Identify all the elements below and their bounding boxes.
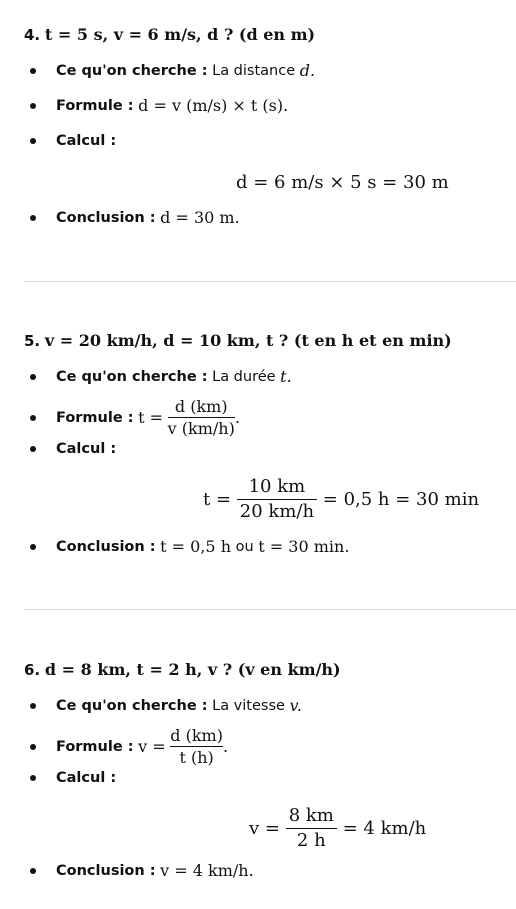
seek-variable: t. xyxy=(280,367,292,386)
seek-text: La distance xyxy=(212,62,296,79)
formula-lhs: v = xyxy=(138,737,166,756)
conclusion-or: ou xyxy=(235,538,254,555)
display-fraction xyxy=(237,477,317,522)
bullet-icon xyxy=(30,374,36,380)
bullet-icon xyxy=(30,775,36,781)
list-item-seek xyxy=(30,367,292,386)
list-item-seek xyxy=(30,61,315,80)
bullet-icon xyxy=(30,68,36,74)
calc-label: Calcul : xyxy=(56,770,117,786)
bullet-icon xyxy=(30,103,36,109)
section-divider xyxy=(24,281,516,282)
section-5-heading xyxy=(24,331,452,350)
formula-lhs: t = xyxy=(138,408,164,427)
list-item-formula xyxy=(30,726,228,767)
list-item-calc xyxy=(30,133,116,149)
bullet-icon xyxy=(30,868,36,874)
formula-math: d = v (m/s) × t (s). xyxy=(138,96,289,115)
section-number: 4. xyxy=(24,26,41,44)
conclusion-math-b: t = 30 min. xyxy=(258,537,350,556)
conclusion-math: v = 4 km/h. xyxy=(160,861,254,880)
conclusion-label: Conclusion : xyxy=(56,209,156,226)
display-equation: d = 6 m/s × 5 s = 30 m xyxy=(236,172,449,193)
fraction-bar xyxy=(170,746,223,747)
section-heading-math: v = 20 km/h, d = 10 km, t ? (t en h et en min) xyxy=(44,331,452,350)
list-item-conclusion xyxy=(30,208,240,227)
formula-label: Formule : xyxy=(56,738,134,755)
fraction-numerator: 8 km xyxy=(288,805,334,826)
conclusion-label: Conclusion : xyxy=(56,862,156,879)
conclusion-label: Conclusion : xyxy=(56,538,156,555)
fraction-numerator: d (km) xyxy=(174,397,228,416)
conclusion-math-a: t = 0,5 h xyxy=(160,537,231,556)
list-item-calc xyxy=(30,770,116,786)
bullet-icon xyxy=(30,744,36,750)
seek-text: La vitesse xyxy=(212,697,285,714)
formula-end: . xyxy=(222,737,229,756)
seek-label: Ce qu'on cherche : xyxy=(56,368,208,385)
bullet-icon xyxy=(30,415,36,421)
conclusion-math: d = 30 m. xyxy=(160,208,240,227)
bullet-icon xyxy=(30,446,36,452)
fraction-denominator: t (h) xyxy=(179,748,214,767)
list-item-seek xyxy=(30,696,302,715)
calc-label: Calcul : xyxy=(56,441,117,457)
list-item-calc xyxy=(30,441,116,457)
seek-label: Ce qu'on cherche : xyxy=(56,62,208,79)
fraction-denominator: 20 km/h xyxy=(239,500,315,522)
section-divider xyxy=(24,609,516,610)
list-item-conclusion xyxy=(30,537,349,556)
display-fraction xyxy=(286,806,337,851)
seek-label: Ce qu'on cherche : xyxy=(56,697,208,714)
bullet-icon xyxy=(30,544,36,550)
fraction-bar xyxy=(237,499,317,500)
fraction-bar xyxy=(286,828,337,829)
section-heading-math: t = 5 s, v = 6 m/s, d ? (d en m) xyxy=(44,25,316,44)
section-4-heading xyxy=(24,25,315,44)
formula-label: Formule : xyxy=(56,97,134,114)
formula-fraction xyxy=(168,397,235,438)
list-item-conclusion xyxy=(30,861,254,880)
bullet-icon xyxy=(30,138,36,144)
display-equation xyxy=(203,477,479,522)
calc-label: Calcul : xyxy=(56,133,117,149)
fraction-bar xyxy=(168,417,235,418)
fraction-numerator: d (km) xyxy=(170,726,223,745)
display-rhs: = 0,5 h = 30 min xyxy=(322,488,480,510)
section-number: 6. xyxy=(24,661,41,679)
bullet-icon xyxy=(30,703,36,709)
list-item-formula xyxy=(30,397,240,438)
bullet-icon xyxy=(30,215,36,221)
section-number: 5. xyxy=(24,332,41,350)
formula-label: Formule : xyxy=(56,409,134,426)
section-6-heading xyxy=(24,660,341,679)
display-rhs: = 4 km/h xyxy=(342,817,427,839)
fraction-denominator: 2 h xyxy=(296,829,326,851)
display-equation xyxy=(249,806,426,851)
fraction-denominator: v (km/h) xyxy=(167,419,235,438)
formula-fraction xyxy=(170,726,223,767)
display-lhs: v = xyxy=(249,817,280,839)
seek-variable: v. xyxy=(289,696,302,715)
display-lhs: t = xyxy=(203,488,232,510)
seek-variable: d. xyxy=(299,61,316,80)
seek-text: La durée xyxy=(212,368,276,385)
list-item-formula xyxy=(30,96,288,115)
section-heading-math: d = 8 km, t = 2 h, v ? (v en km/h) xyxy=(44,660,341,679)
formula-end: . xyxy=(234,408,240,427)
fraction-numerator: 10 km xyxy=(248,476,306,497)
